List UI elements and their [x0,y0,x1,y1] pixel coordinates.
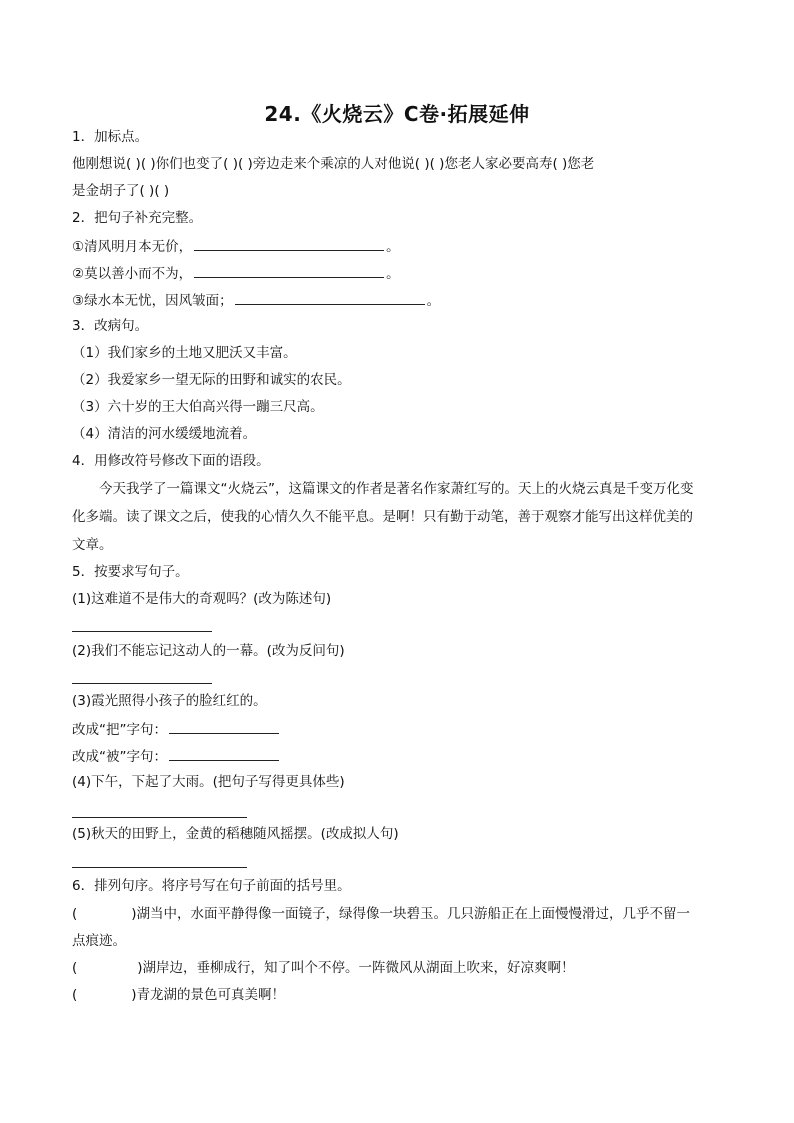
q3-item: （4）清洁的河水缓缓地流着。 [72,426,257,442]
answer-line[interactable] [72,817,247,818]
q2-item [72,290,440,310]
answer-blank[interactable] [235,290,425,305]
q5-bei-label: 改成“被”字句： [72,749,167,765]
order-paren-close: ) [131,987,137,1003]
order-paren-open: ( [72,960,78,976]
q4-heading: 4．用修改符号修改下面的语段。 [72,453,270,469]
q6-heading: 6．排列句序。将序号写在句子前面的括号里。 [72,878,351,894]
order-paren-close: ) [137,960,143,976]
q5-sentence-4: (4)下午，下起了大雨。(把句子写得更具体些) [72,774,345,790]
q2-item-text: ③绿水本无忧，因风皱面； [72,293,233,309]
q4-paragraph-line: 今天我学了一篇课文“火烧云”，这篇课文的作者是著名作家萧红写的。天上的火烧云真是千变万化变 [99,481,694,497]
q2-item [72,263,400,283]
q2-heading: 2．把句子补充完整。 [72,210,203,226]
q2-item-text: ①清风明月本无价， [72,239,193,255]
answer-line[interactable] [72,631,212,632]
q2-item-end: 。 [386,266,400,282]
q5-ba-sentence [72,719,281,739]
q3-item: （2）我爱家乡一望无际的田野和诚实的农民。 [72,372,351,388]
q1-heading: 1．加标点。 [72,129,149,145]
q6-item [72,905,690,923]
q6-item [72,986,285,1004]
page-title: 24.《火烧云》C卷·拓展延伸 [264,102,530,126]
q5-heading: 5．按要求写句子。 [72,564,189,580]
q1-line-2: 是金胡子了( )( ) [72,183,170,199]
q5-bei-sentence [72,746,281,766]
answer-blank[interactable] [169,719,279,734]
order-paren-close: ) [131,906,137,922]
answer-blank[interactable] [194,263,384,278]
q5-sentence-3: (3)霞光照得小孩子的脸红红的。 [72,693,267,709]
q6-item [72,959,575,977]
answer-line[interactable] [72,683,212,684]
order-paren-open: ( [72,906,78,922]
q3-item: （3）六十岁的王大伯高兴得一蹦三尺高。 [72,399,324,415]
q2-item [72,236,400,256]
q5-sentence-2: (2)我们不能忘记这动人的一幕。(改为反问句) [72,643,345,659]
q5-sentence-1: (1)这难道不是伟大的奇观吗？(改为陈述句) [72,591,332,607]
q3-item: （1）我们家乡的土地又肥沃又丰富。 [72,345,297,361]
q2-item-text: ②莫以善小而不为， [72,266,193,282]
q6-item-continuation: 点痕迹。 [72,933,126,949]
q2-item-end: 。 [426,293,441,309]
answer-line[interactable] [72,867,247,868]
q4-paragraph-line: 化多端。读了课文之后，使我的心情久久不能平息。是啊！只有勤于动笔，善于观察才能写出这样优美的 [72,509,693,525]
q6-item-text: 湖当中，水面平静得像一面镜子，绿得像一块碧玉。几只游船正在上面慢慢滑过，几乎不留一 [136,906,691,922]
q4-paragraph-line: 文章。 [72,537,113,553]
q6-item-text: 青龙湖的景色可真美啊！ [136,987,286,1003]
q3-heading: 3．改病句。 [72,318,149,334]
q5-ba-label: 改成“把”字句： [72,722,167,738]
q6-item-text: 湖岸边，垂柳成行，知了叫个不停。一阵微风从湖面上吹来，好凉爽啊！ [142,960,575,976]
q5-sentence-5: (5)秋天的田野上，金黄的稻穗随风摇摆。(改成拟人句) [72,826,399,842]
answer-blank[interactable] [194,236,384,251]
q1-line-1: 他刚想说( )( )你们也变了( )( )旁边走来个乘凉的人对他说( )( )您老人家必要高寿( )您老 [72,156,595,172]
q2-item-end: 。 [386,239,400,255]
order-paren-open: ( [72,987,78,1003]
answer-blank[interactable] [169,746,279,761]
